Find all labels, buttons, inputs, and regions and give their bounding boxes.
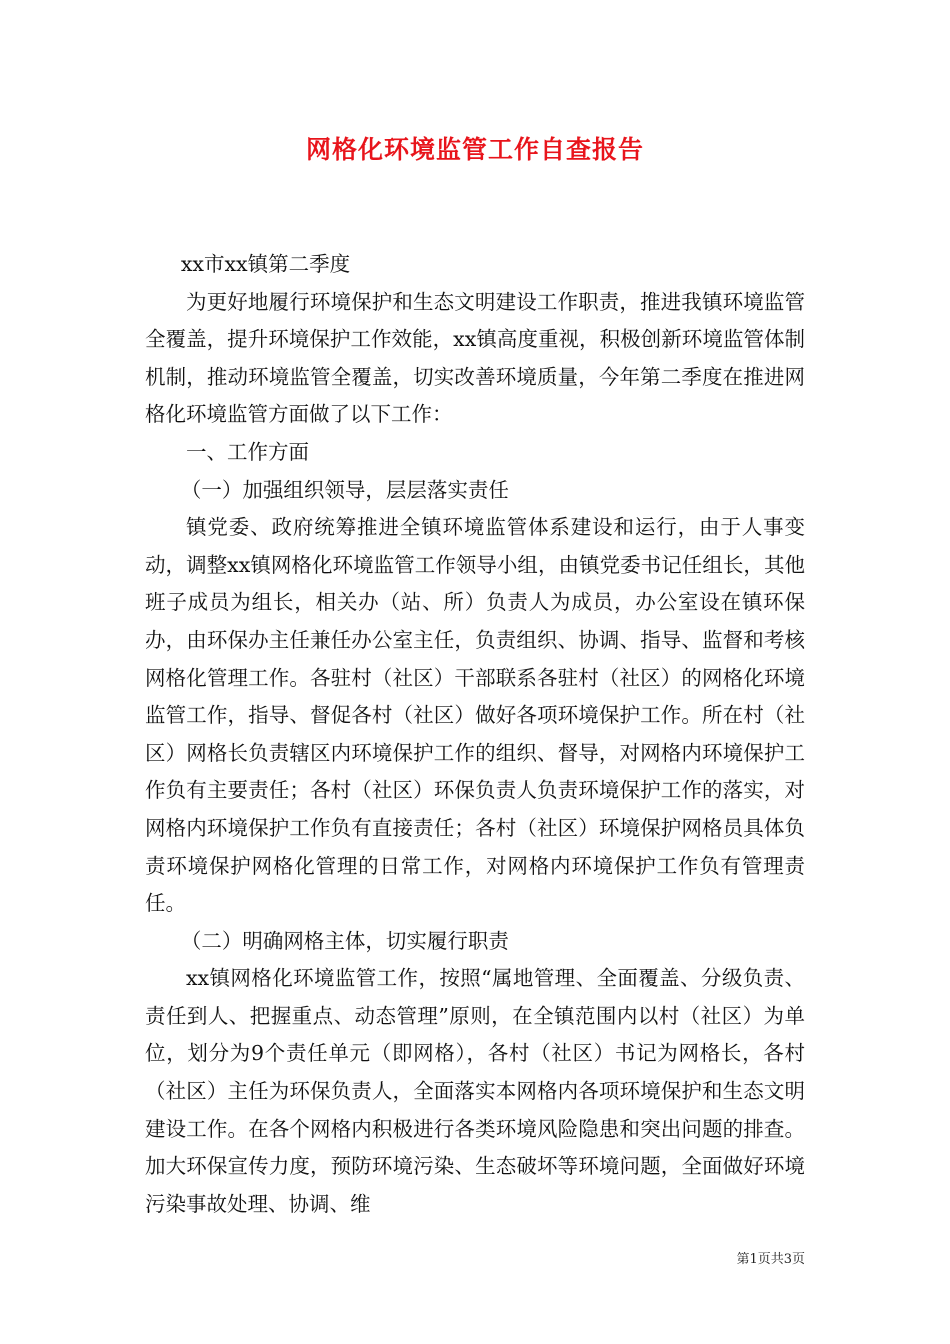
document-title: 网格化环境监管工作自查报告 [305, 135, 644, 164]
subsection-heading-1: （一）加强组织领导，层层落实责任 [180, 477, 509, 502]
page-number: 第1页共3页 [736, 1252, 805, 1267]
paragraph-intro: 为更好地履行环境保护和生态文明建设工作职责，推进我镇环境监管全覆盖，提升环境保护工作效能，xx镇高度重视，积极创新环境监管体制机制，推动环境监管全覆盖，切实改善环境质量，今年第二季度在推进网格化环境监管方面做了以下工作： [145, 289, 805, 427]
paragraph-grid-subject: xx镇网格化环境监管工作，按照“属地管理、全面覆盖、分级负责、责任到人、把握重点、动态管理”原则，在全镇范围内以村（社区）为单位，划分为9个责任单元（即网格），各村（社区）书记为网格长，各村（社区）主任为环保负责人，全面落实本网格内各项环境保护和生态文明建设工作。在各个网格内积极进行各类环境风险隐患和突出问题的排查。加大环保宣传力度，预防环境污染、生态破坏等环境问题，全面做好环境污染事故处理、协调、维 [145, 966, 805, 1216]
document-body [145, 246, 805, 1223]
subsection-heading-2: （二）明确网格主体，切实履行职责 [180, 928, 509, 953]
subtitle-line: xx市xx镇第二季度 [180, 252, 351, 276]
section-heading-work: 一、工作方面 [186, 439, 309, 464]
paragraph-organization: 镇党委、政府统筹推进全镇环境监管体系建设和运行，由于人事变动，调整xx镇网格化环境监管工作领导小组，由镇党委书记任组长，其他班子成员为组长，相关办（站、所）负责人为成员，办公室设在镇环保办，由环保办主任兼任办公室主任，负责组织、协调、指导、监督和考核网格化管理工作。各驻村（社区）干部联系各驻村（社区）的网格化环境监管工作，指导、督促各村（社区）做好各项环境保护工作。所在村（社区）网格长负责辖区内环境保护工作的组织、督导，对网格内环境保护工作负有主要责任；各村（社区）环保负责人负责环境保护工作的落实，对网格内环境保护工作负有直接责任；各村（社区）环境保护网格员具体负责环境保护网格化管理的日常工作，对网格内环境保护工作负有管理责任。 [145, 515, 805, 916]
